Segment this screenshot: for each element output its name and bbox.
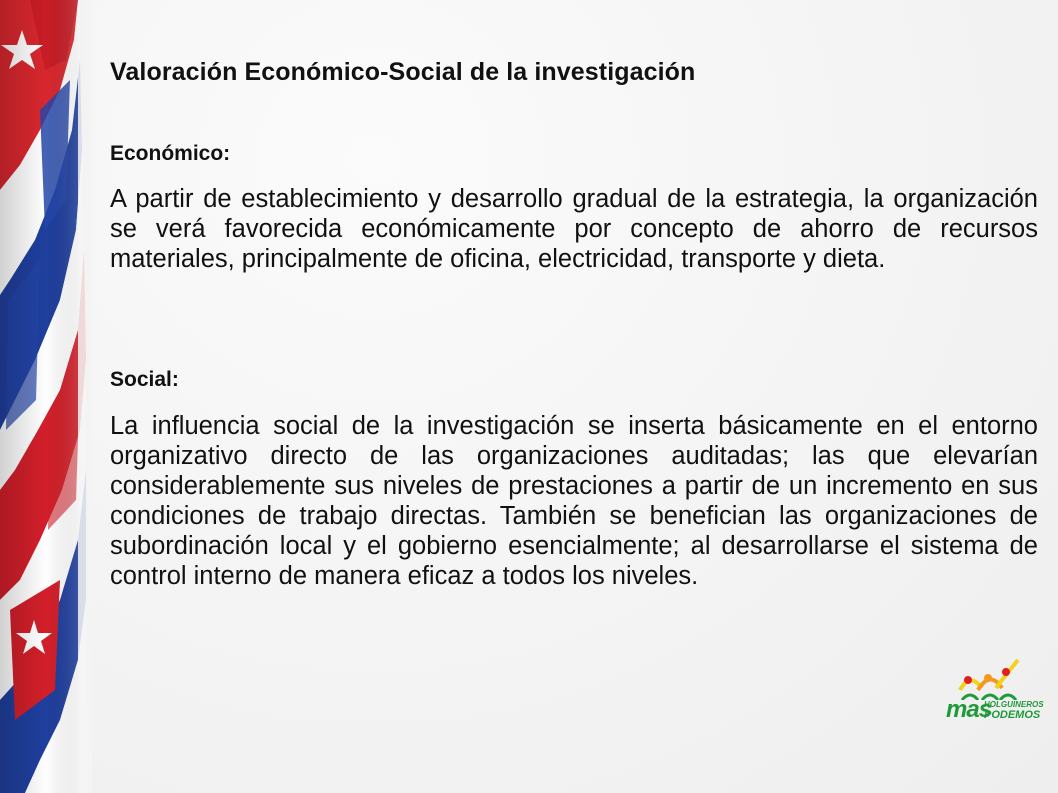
cuban-flag-decoration <box>0 0 92 793</box>
slide-title: Valoración Económico-Social de la investigación <box>110 58 696 86</box>
economico-paragraph: A partir de establecimiento y desarrollo gradual de la estrategia, la organización se verá favorecida económicamente por concepto de ahorro de recursos materiales, principalmente de oficina, electricidad, transporte y dieta. <box>110 185 1038 273</box>
logo-figures-icon <box>940 650 1030 700</box>
social-paragraph: La influencia social de la investigación se inserta básicamente en el entorno organizativo directo de las organizaciones auditadas; las que elevarían considerablemente sus niveles de prestaciones a partir de un incremento en sus condiciones de trabajo directas. También se benefician las organizaciones de subordinación local y el gobierno esencialmente; al desarrollarse el sistema de control interno de manera eficaz a todos los niveles. <box>110 412 1038 590</box>
slide-background <box>80 0 1058 793</box>
logo-podemos-text: PODEMOS <box>984 709 1041 721</box>
logo-holguineros-text: HOLGUINEROS <box>984 700 1044 709</box>
logo-mas-text: mas <box>946 696 992 723</box>
economico-label: Económico: <box>110 142 231 165</box>
mas-holguineros-podemos-logo <box>940 650 1044 735</box>
social-label: Social: <box>110 368 179 391</box>
